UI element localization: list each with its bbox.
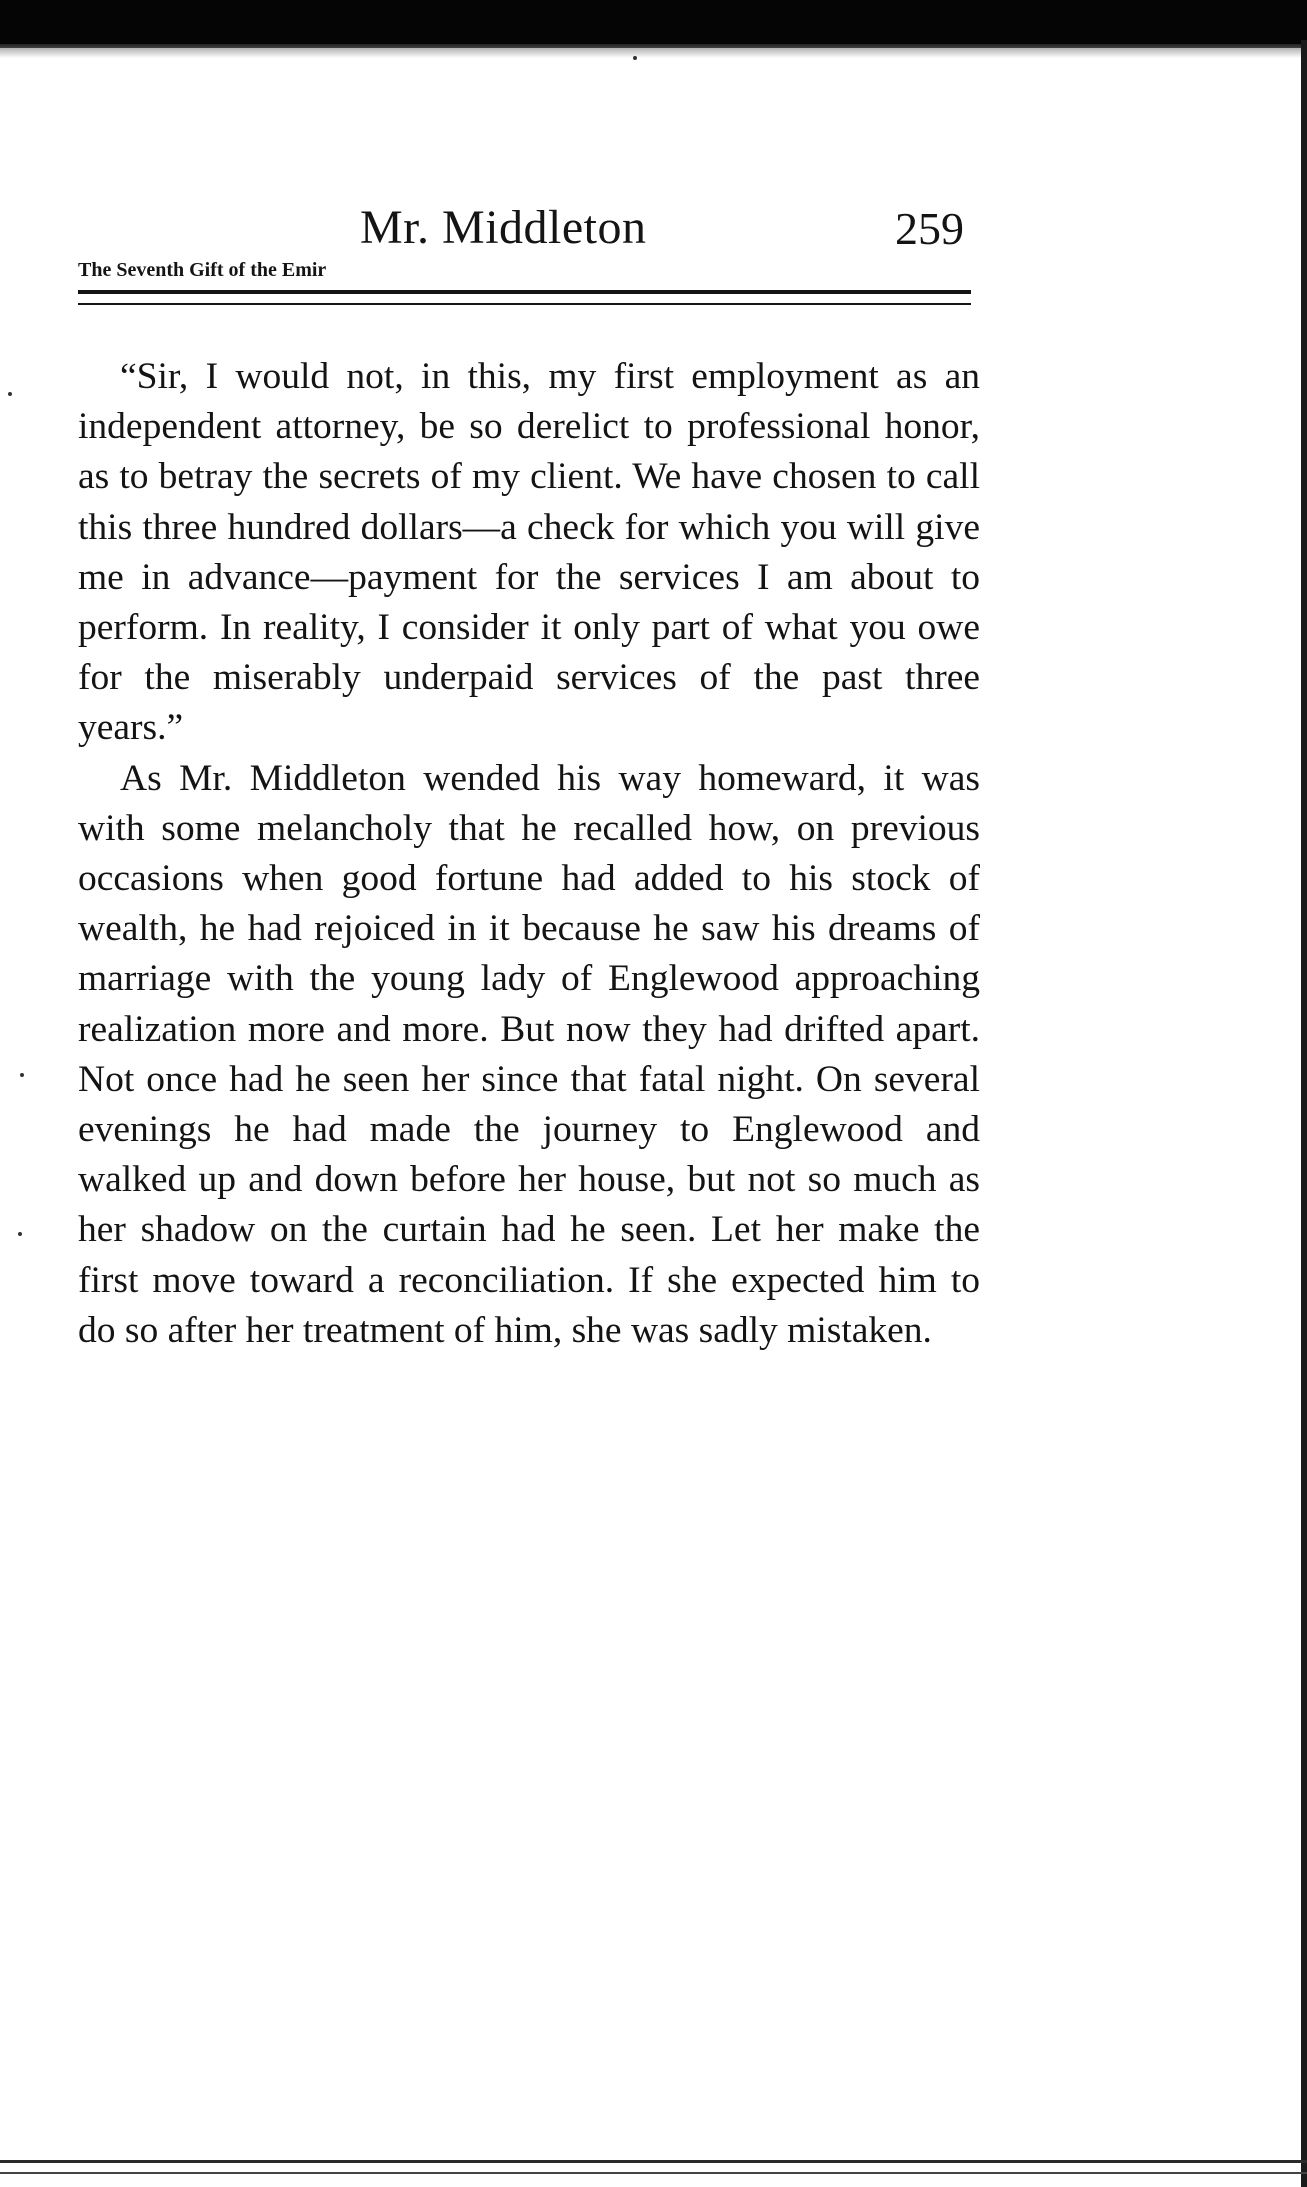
scan-bottom-edge — [0, 2160, 1307, 2163]
scan-speck — [633, 56, 637, 60]
body-text — [78, 352, 980, 1356]
header-rule-thin — [78, 303, 971, 305]
scan-speck — [20, 1073, 24, 1077]
page-number: 259 — [895, 203, 964, 254]
scan-right-edge — [1301, 40, 1307, 2187]
paragraph: As Mr. Middleton wended his way homeward, it was with some melancholy that he recalled how, on previous occasions when good fortune had added to his stock of wealth, he had rejoiced in it because he saw his dreams of marriage with the young lady of Englewood approaching realization more and more. But now they had drifted apart. Not once had he seen her since that fatal night. On several evenings he had made the journey to Englewood and walked up and down before her house, but not so much as her shadow on the curtain had he seen. Let her make the first move toward a reconciliation. If she expected him to do so after her treatment of him, she was sadly mistaken. — [78, 757, 980, 1351]
running-head: The Seventh Gift of the Emir — [78, 259, 327, 281]
scan-top-edge — [0, 0, 1307, 48]
scan-speck — [8, 392, 12, 396]
scan-speck — [18, 1232, 22, 1236]
page-title: Mr. Middleton — [360, 201, 647, 254]
scan-bottom-edge-2 — [0, 2172, 1307, 2174]
paragraph: “Sir, I would not, in this, my first employment as an independent attorney, be so derelict to professional honor, as to betray the secrets of my client. We have chosen to call this three hundred dollars—a check for which you will give me in advance—payment for the services I am about to perform. In reality, I consider it only part of what you owe for the miserably underpaid services of the past three years.” — [78, 356, 980, 749]
scan-top-shadow — [0, 44, 1307, 58]
header-rule-thick — [78, 290, 971, 294]
